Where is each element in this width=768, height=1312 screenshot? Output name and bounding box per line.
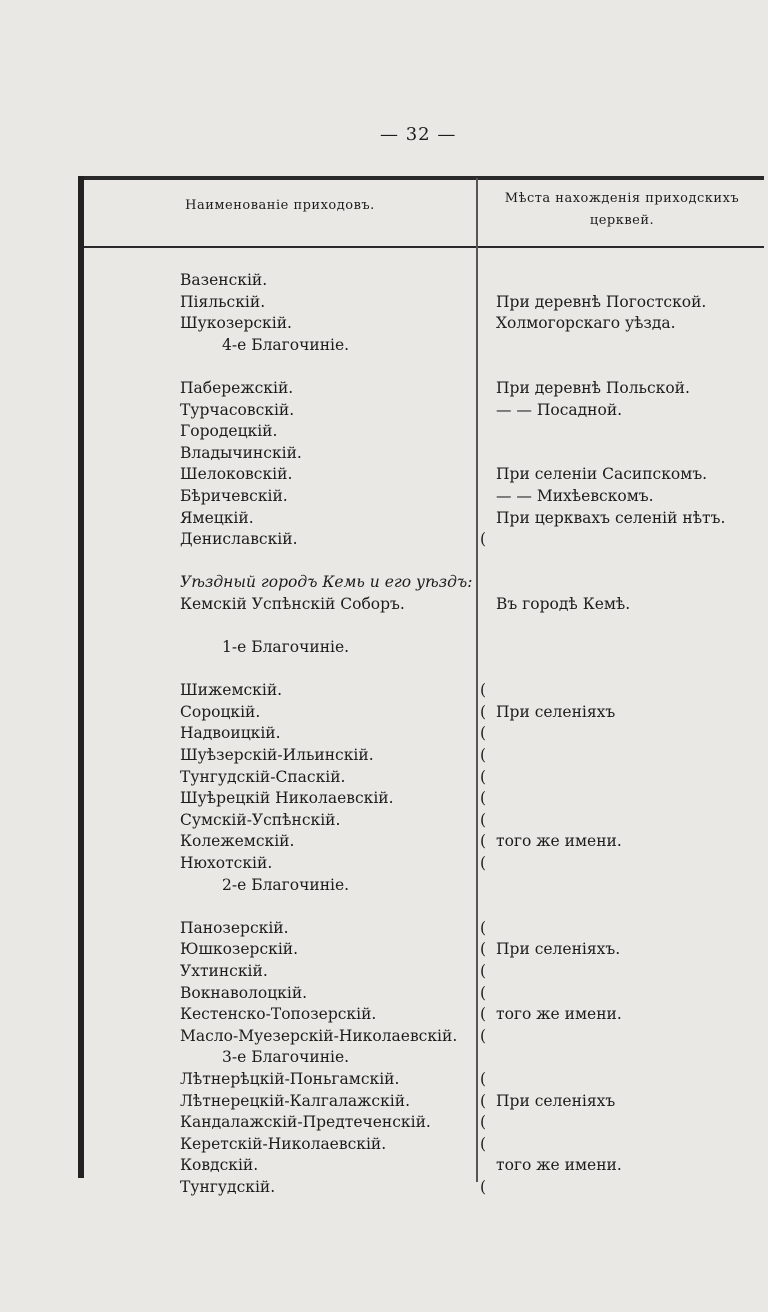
- church-location: того же имени.: [496, 1005, 622, 1024]
- church-location: — — Посадной.: [496, 400, 623, 419]
- parish-name: Сумскій-Успѣнскій.: [180, 810, 341, 829]
- deanery-heading: 3-е Благочиніе.: [222, 1048, 350, 1067]
- parish-name: Тунгудскій.: [180, 1177, 276, 1196]
- parish-name: [180, 616, 470, 638]
- location-row: [480, 637, 764, 659]
- parish-name: Масло-Муезерскій-Николаевскій.: [180, 1026, 458, 1045]
- location-row: [480, 486, 764, 508]
- brace-mark: (: [480, 1069, 487, 1088]
- brace-mark: (: [480, 983, 487, 1002]
- location-row: [480, 551, 764, 573]
- brace-mark: (: [480, 681, 487, 700]
- parish-name: Панозерскій.: [180, 918, 289, 937]
- location-row: [480, 421, 764, 443]
- location-row: [480, 378, 764, 400]
- parish-name: Владычинскій.: [180, 443, 302, 462]
- location-row: [480, 335, 764, 357]
- brace-mark: (: [480, 854, 487, 873]
- location-row: [480, 508, 764, 530]
- location-row: [480, 1026, 764, 1048]
- location-row: [480, 572, 764, 594]
- location-row: [480, 1091, 764, 1113]
- location-row: [480, 1047, 764, 1069]
- location-row: [480, 1177, 764, 1199]
- deanery-heading: 4-е Благочиніе.: [222, 335, 350, 354]
- parish-name: Шуѣзерскій-Ильинскій.: [180, 746, 374, 765]
- brace-mark: (: [480, 832, 487, 851]
- parish-name: Ямецкій.: [180, 508, 254, 527]
- parish-names-column: [180, 270, 473, 1199]
- church-location: При церквахъ селеній нѣтъ.: [496, 508, 726, 527]
- location-row: [480, 831, 764, 853]
- church-location: того же имени.: [496, 1156, 622, 1175]
- table-column-divider: [476, 178, 478, 1182]
- parish-name: Пабережскій.: [180, 378, 294, 397]
- parish-name: Шижемскій.: [180, 681, 283, 700]
- brace-mark: (: [480, 1177, 487, 1196]
- brace-mark: (: [480, 724, 487, 743]
- location-row: [480, 659, 764, 681]
- parish-name: Нюхотскій.: [180, 854, 273, 873]
- brace-mark: (: [480, 702, 487, 721]
- location-row: [480, 1004, 764, 1026]
- deanery-heading: 2-е Благочиніе.: [222, 875, 350, 894]
- location-row: [480, 292, 764, 314]
- brace-mark: (: [480, 962, 487, 980]
- church-location: При деревнѣ Погостской.: [496, 292, 707, 311]
- location-row: [480, 616, 764, 638]
- location-row: [480, 723, 764, 745]
- district-heading: Уѣздный городъ Кемь и его уѣздъ:: [180, 573, 473, 592]
- parish-name: Тунгудскій-Спаскій.: [180, 767, 346, 786]
- brace-mark: (: [480, 1091, 487, 1110]
- location-row: [480, 1112, 764, 1134]
- location-row: [480, 594, 764, 616]
- parish-name: Керетскій-Николаевскій.: [180, 1134, 387, 1153]
- location-row: [480, 529, 764, 551]
- table-left-rule: [78, 176, 84, 1178]
- parish-name: Турчасовскій.: [180, 400, 295, 419]
- parish-name: Вазенскій.: [180, 271, 268, 289]
- location-row: [480, 1155, 764, 1177]
- location-row: [480, 875, 764, 897]
- parish-name: Юшкозерскій.: [180, 940, 299, 959]
- brace-mark: (: [480, 1134, 487, 1153]
- brace-mark: (: [480, 746, 487, 765]
- location-row: [480, 939, 764, 961]
- church-location: — — Михѣевскомъ.: [496, 486, 654, 505]
- parish-name: [180, 896, 470, 918]
- location-row: [480, 896, 764, 918]
- location-row: [480, 961, 764, 983]
- location-row: [480, 270, 764, 292]
- location-row: [480, 464, 764, 486]
- church-location: При селеніяхъ.: [496, 940, 621, 959]
- location-row: [480, 443, 764, 465]
- location-row: [480, 356, 764, 378]
- column-header-line1: Мѣста нахожденія приходскихъ: [504, 191, 740, 206]
- location-row: [480, 400, 764, 422]
- church-location: При селеніи Сасипскомъ.: [496, 465, 708, 484]
- table-top-rule: [78, 176, 764, 180]
- location-row: [480, 788, 764, 810]
- parish-name: Шуѣрецкій Николаевскій.: [180, 789, 394, 808]
- church-location: Въ городѣ Кемѣ.: [496, 594, 631, 613]
- brace-mark: (: [480, 1005, 487, 1024]
- brace-mark: (: [480, 1113, 487, 1132]
- brace-mark: (: [480, 918, 487, 937]
- parish-name: Шукозерскій.: [180, 314, 292, 333]
- parish-name: [180, 356, 470, 378]
- location-row: [480, 1134, 764, 1156]
- church-location: того же имени.: [496, 832, 622, 851]
- church-locations-column: [480, 270, 764, 1199]
- column-header-parishes: Наименованіе приходовъ.: [185, 198, 375, 213]
- parish-name: Кестенско-Топозерскій.: [180, 1005, 377, 1024]
- parish-name: Ухтинскій.: [180, 962, 268, 980]
- parish-name: Вокнаволоцкій.: [180, 983, 308, 1002]
- church-location: При селеніяхъ: [496, 1091, 616, 1110]
- deanery-heading: 1-е Благочиніе.: [222, 638, 350, 657]
- location-row: [480, 680, 764, 702]
- parish-name: Колежемскій.: [180, 832, 295, 851]
- location-row: [480, 767, 764, 789]
- parish-name: Бѣричевскій.: [180, 486, 288, 505]
- page-number: — 32 —: [380, 124, 457, 145]
- location-row: [480, 853, 764, 875]
- parish-name: [180, 551, 470, 573]
- parish-name: Городецкій.: [180, 422, 278, 441]
- column-header-line2: церквей.: [589, 213, 655, 228]
- parish-name: Кемскій Успѣнскій Соборъ.: [180, 594, 405, 613]
- parish-name: [180, 659, 470, 681]
- column-header-church-locations: [480, 188, 764, 232]
- location-row: [480, 983, 764, 1005]
- church-location: Холмогорскаго уѣзда.: [496, 314, 676, 333]
- parish-name: Сороцкій.: [180, 702, 261, 721]
- brace-mark: (: [480, 940, 487, 959]
- parish-name: Кандалажскій-Предтеченскій.: [180, 1113, 431, 1132]
- parish-name: Ковдскій.: [180, 1156, 259, 1175]
- location-row: [480, 1069, 764, 1091]
- church-location: При деревнѣ Польской.: [496, 378, 690, 397]
- parish-name: Дениславскій.: [180, 530, 298, 549]
- brace-mark: (: [480, 530, 487, 549]
- parish-name: Лѣтнерѣцкій-Поньгамскій.: [180, 1069, 400, 1088]
- brace-mark: (: [480, 1026, 487, 1045]
- table-header-rule: [80, 246, 764, 248]
- location-row: [480, 745, 764, 767]
- brace-mark: (: [480, 810, 487, 829]
- location-row: [480, 918, 764, 940]
- location-row: [480, 702, 764, 724]
- parish-name: Піяльскій.: [180, 292, 266, 311]
- brace-mark: (: [480, 767, 487, 786]
- brace-mark: (: [480, 789, 487, 808]
- parish-name: Лѣтнерецкій-Калгалажскій.: [180, 1091, 411, 1110]
- church-location: При селеніяхъ: [496, 702, 616, 721]
- location-row: [480, 313, 764, 335]
- parish-name: Надвоицкій.: [180, 724, 281, 743]
- location-row: [480, 810, 764, 832]
- parish-name: Шелоковскій.: [180, 465, 293, 484]
